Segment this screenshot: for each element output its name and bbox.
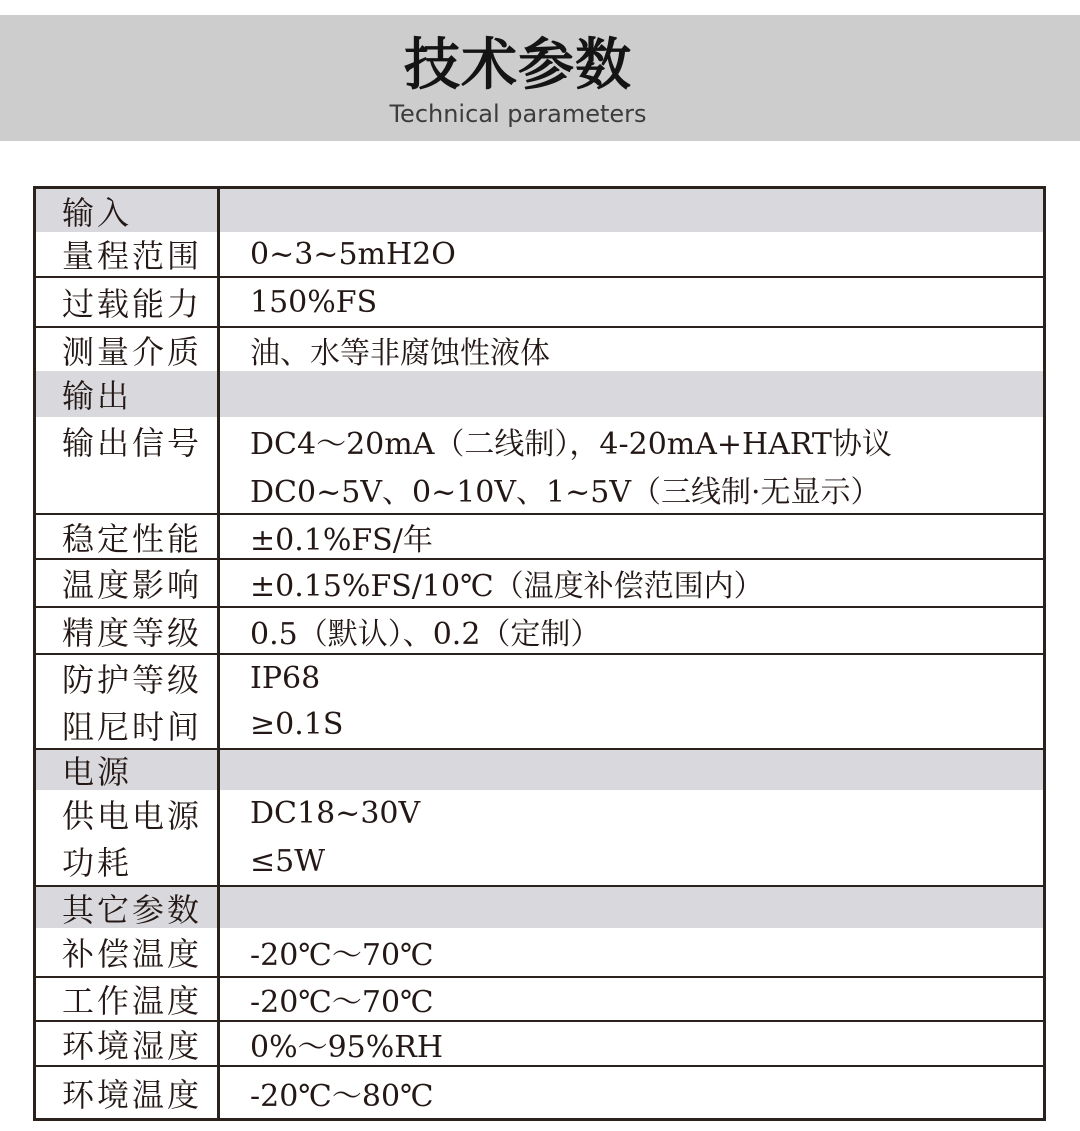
row-label: 温度影响 <box>36 560 220 606</box>
row-label-group <box>36 655 220 748</box>
table-row-output-signal <box>36 417 1043 513</box>
title-banner <box>0 15 1080 141</box>
row-label-group <box>36 417 220 513</box>
row-label: 阻尼时间 <box>62 707 203 746</box>
row-value-line: ≤5W <box>250 843 326 879</box>
row-value: 0.5（默认）、0.2（定制） <box>250 616 601 652</box>
row-label: 精度等级 <box>36 608 220 653</box>
table-row <box>36 558 1043 606</box>
table-row <box>36 928 1043 976</box>
section-row-output <box>36 371 1043 417</box>
row-value: 0%～95%RH <box>250 1029 444 1065</box>
section-label: 输入 <box>36 189 220 232</box>
row-value: -20℃～70℃ <box>250 985 434 1020</box>
row-value-line: DC0~5V、0~10V、1~5V（三线制·无显示） <box>250 475 881 510</box>
row-label: 功耗 <box>62 844 133 883</box>
table-row <box>36 513 1043 558</box>
section-row-power <box>36 748 1043 790</box>
table-row <box>36 232 1043 276</box>
row-label: 量程范围 <box>36 232 220 276</box>
row-label: 环境湿度 <box>36 1022 220 1065</box>
row-label: 环境温度 <box>36 1067 220 1118</box>
row-value: 0~3~5mH2O <box>250 236 456 272</box>
row-value: 150%FS <box>250 284 378 320</box>
table-row <box>36 976 1043 1020</box>
section-row-other <box>36 885 1043 928</box>
section-label: 其它参数 <box>36 887 220 928</box>
table-row <box>36 1065 1043 1118</box>
row-value: 油、水等非腐蚀性液体 <box>250 335 550 371</box>
row-label: 输出信号 <box>62 424 203 462</box>
table-row-protection-damping <box>36 653 1043 748</box>
technical-parameters-table <box>33 186 1046 1121</box>
table-row <box>36 606 1043 653</box>
section-value-empty <box>220 189 1043 232</box>
title-banner-inner <box>0 15 1058 127</box>
row-value-group <box>220 655 1043 748</box>
row-value: -20℃～70℃ <box>250 938 434 973</box>
row-value-line: DC4～20mA（二线制），4-20mA+HART协议 <box>250 427 892 462</box>
page-title: 技术参数 <box>404 33 632 98</box>
row-label: 工作温度 <box>36 978 220 1020</box>
row-label: 过载能力 <box>36 278 220 326</box>
row-value: ±0.1%FS/年 <box>250 522 433 558</box>
row-value-line: DC18~30V <box>250 796 421 832</box>
section-value-empty <box>220 887 1043 928</box>
section-label: 输出 <box>36 371 220 417</box>
row-label: 补偿温度 <box>36 928 220 976</box>
row-value: ±0.15%FS/10℃（温度补偿范围内） <box>250 569 764 604</box>
row-label: 测量介质 <box>36 328 220 371</box>
row-value-group <box>220 790 1043 885</box>
row-value-group <box>220 417 1043 513</box>
row-label: 稳定性能 <box>36 515 220 558</box>
section-row-input <box>36 189 1043 232</box>
section-value-empty <box>220 750 1043 790</box>
row-label-empty <box>62 467 217 511</box>
row-label-group <box>36 790 220 885</box>
table-row <box>36 1020 1043 1065</box>
row-label: 供电电源 <box>62 796 203 835</box>
row-value-line: IP68 <box>250 660 321 696</box>
table-row-supply-consumption <box>36 790 1043 885</box>
row-label: 防护等级 <box>62 661 203 700</box>
section-label: 电源 <box>36 750 220 790</box>
section-value-empty <box>220 371 1043 417</box>
page-subtitle: Technical parameters <box>389 99 647 128</box>
row-value-line: ≥0.1S <box>250 707 344 743</box>
table-row <box>36 276 1043 326</box>
table-row <box>36 326 1043 371</box>
row-value: -20℃～80℃ <box>250 1078 434 1114</box>
